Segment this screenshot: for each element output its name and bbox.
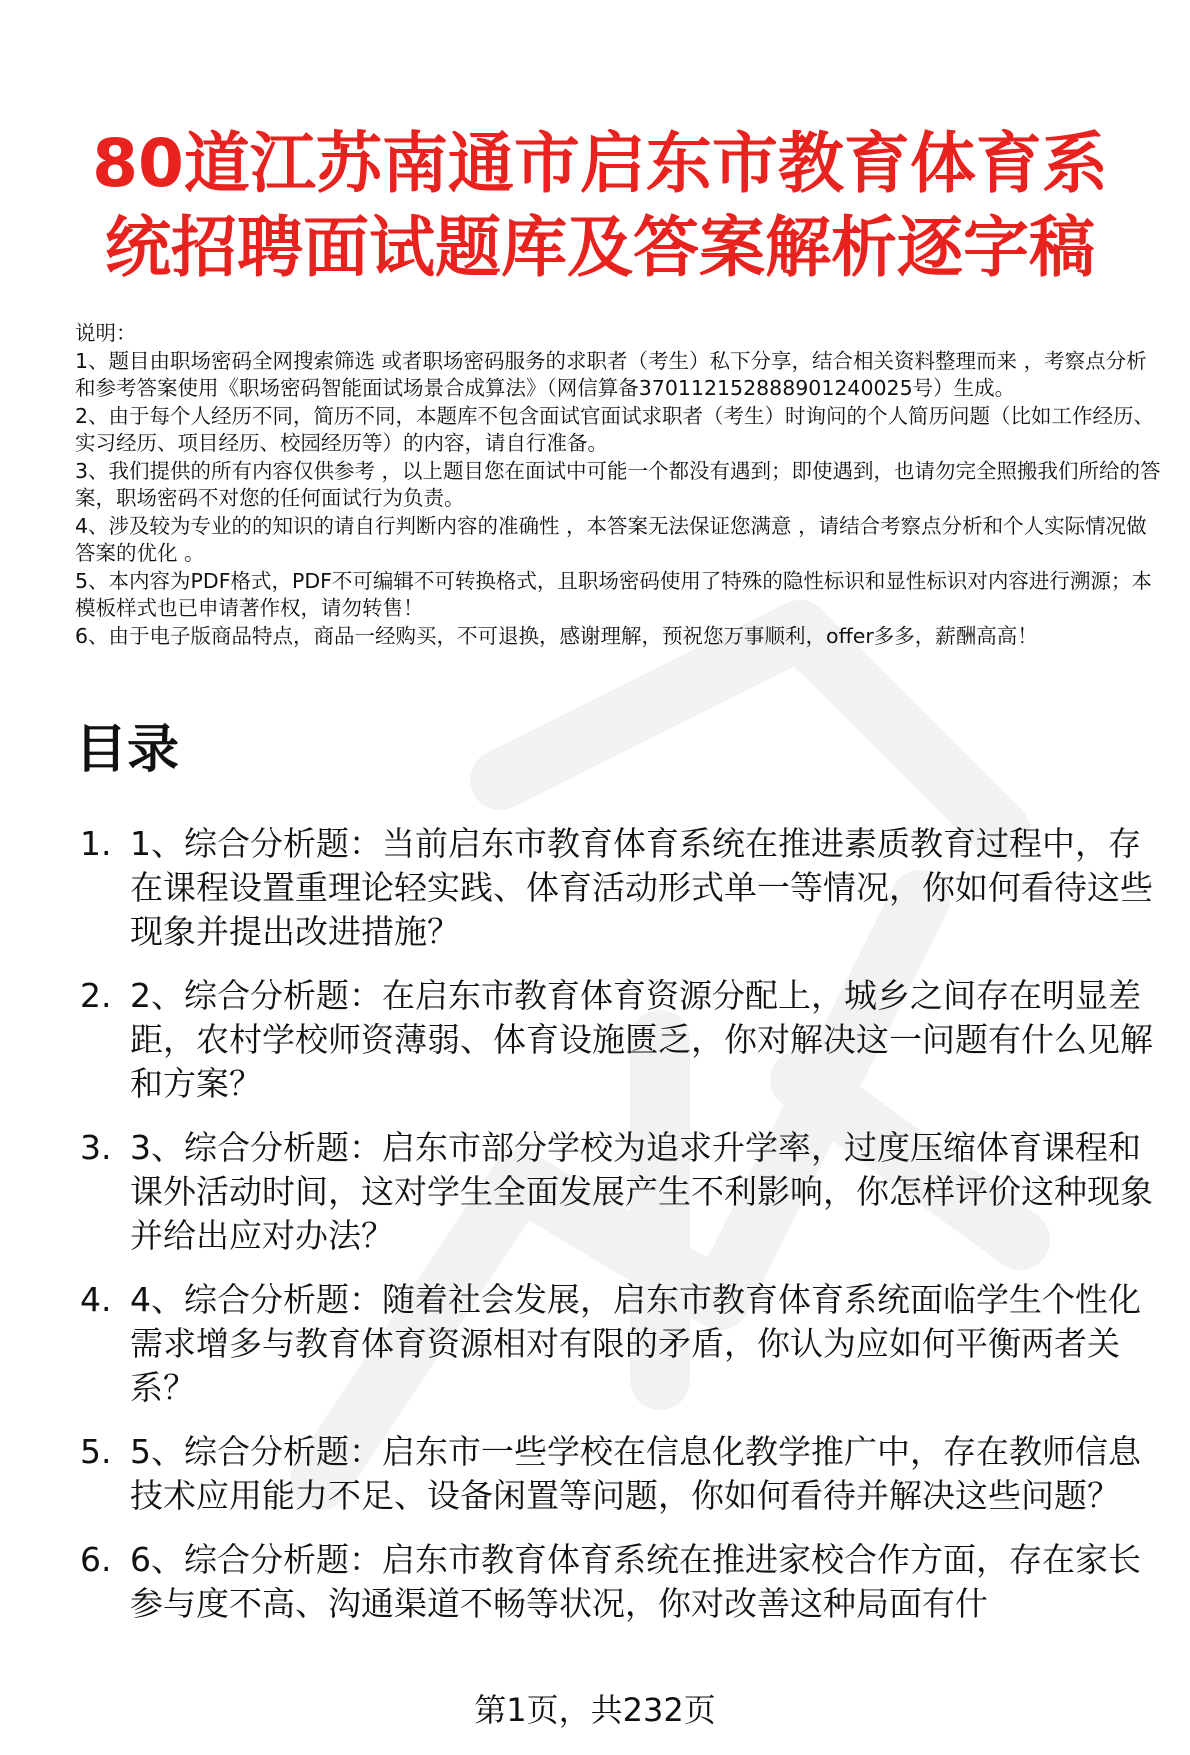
page-footer: 第1页，共232页 (474, 1691, 716, 1729)
notes-section (75, 320, 1165, 650)
toc-item[interactable] (0, 1538, 1190, 1626)
document-title: 80道江苏南通市启东市教育体育系统招聘面试题库及答案解析逐字稿 (92, 125, 1108, 286)
toc-item[interactable] (0, 822, 1190, 954)
toc-item-number: 3. (80, 1128, 112, 1167)
toc-item[interactable] (0, 1126, 1190, 1258)
toc-item-text: 3、综合分析题：启东市部分学校为追求升学率，过度压缩体育课程和课外活动时间，这对学生全面发展产生不利影响，你怎样评价这种现象并给出应对办法？ (130, 1128, 1153, 1255)
toc-item-number: 2. (80, 976, 112, 1015)
toc-item-number: 4. (80, 1280, 112, 1319)
toc-item-number: 1. (80, 824, 112, 863)
toc-item-text: 1、综合分析题：当前启东市教育体育系统在推进素质教育过程中，存在课程设置重理论轻实践、体育活动形式单一等情况，你如何看待这些现象并提出改进措施？ (130, 824, 1153, 951)
toc-item-text: 5、综合分析题：启东市一些学校在信息化教学推广中，存在教师信息技术应用能力不足、设备闲置等问题，你如何看待并解决这些问题？ (130, 1432, 1141, 1515)
toc-item[interactable] (0, 1278, 1190, 1410)
toc-heading: 目录 (75, 720, 180, 780)
toc-list (0, 822, 1190, 1646)
notes-heading: 说明： (75, 321, 137, 345)
note-item: 6、由于电子版商品特点，商品一经购买，不可退换，感谢理解，预祝您万事顺利，offer多多，薪酬高高！ (75, 623, 1038, 648)
note-item: 2、由于每个人经历不同，简历不同，本题库不包含面试官面试求职者（考生）时询问的个人简历问题（比如工作经历、实习经历、项目经历、校园经历等）的内容，请自行准备。 (75, 403, 1155, 455)
note-item: 3、我们提供的所有内容仅供参考 ，以上题目您在面试中可能一个都没有遇到；即使遇到，也请勿完全照搬我们所给的答案，职场密码不对您的任何面试行为负责。 (75, 458, 1161, 510)
toc-item-number: 6. (80, 1540, 112, 1579)
note-item: 4、涉及较为专业的的知识的请自行判断内容的准确性 ，本答案无法保证您满意 ，请结合考察点分析和个人实际情况做答案的优化 。 (75, 513, 1147, 565)
toc-item-text: 4、综合分析题：随着社会发展，启东市教育体育系统面临学生个性化需求增多与教育体育资源相对有限的矛盾，你认为应如何平衡两者关系？ (130, 1280, 1141, 1407)
toc-item-text: 6、综合分析题：启东市教育体育系统在推进家校合作方面，存在家长参与度不高、沟通渠道不畅等状况，你对改善这种局面有什 (130, 1540, 1141, 1623)
toc-item[interactable] (0, 974, 1190, 1106)
note-item: 5、本内容为PDF格式，PDF不可编辑不可转换格式，且职场密码使用了特殊的隐性标识和显性标识对内容进行溯源；本模板样式也已申请著作权，请勿转售！ (75, 568, 1152, 620)
toc-item[interactable] (0, 1430, 1190, 1518)
note-item: 1、题目由职场密码全网搜索筛选 或者职场密码服务的求职者（考生）私下分享，结合相关资料整理而来 ，考察点分析和参考答案使用《职场密码智能面试场景合成算法》（网信算备370112152888901240025号）生成。 (75, 348, 1147, 400)
toc-item-text: 2、综合分析题：在启东市教育体育资源分配上，城乡之间存在明显差距，农村学校师资薄弱、体育设施匮乏，你对解决这一问题有什么见解和方案？ (130, 976, 1153, 1103)
toc-item-number: 5. (80, 1432, 112, 1471)
